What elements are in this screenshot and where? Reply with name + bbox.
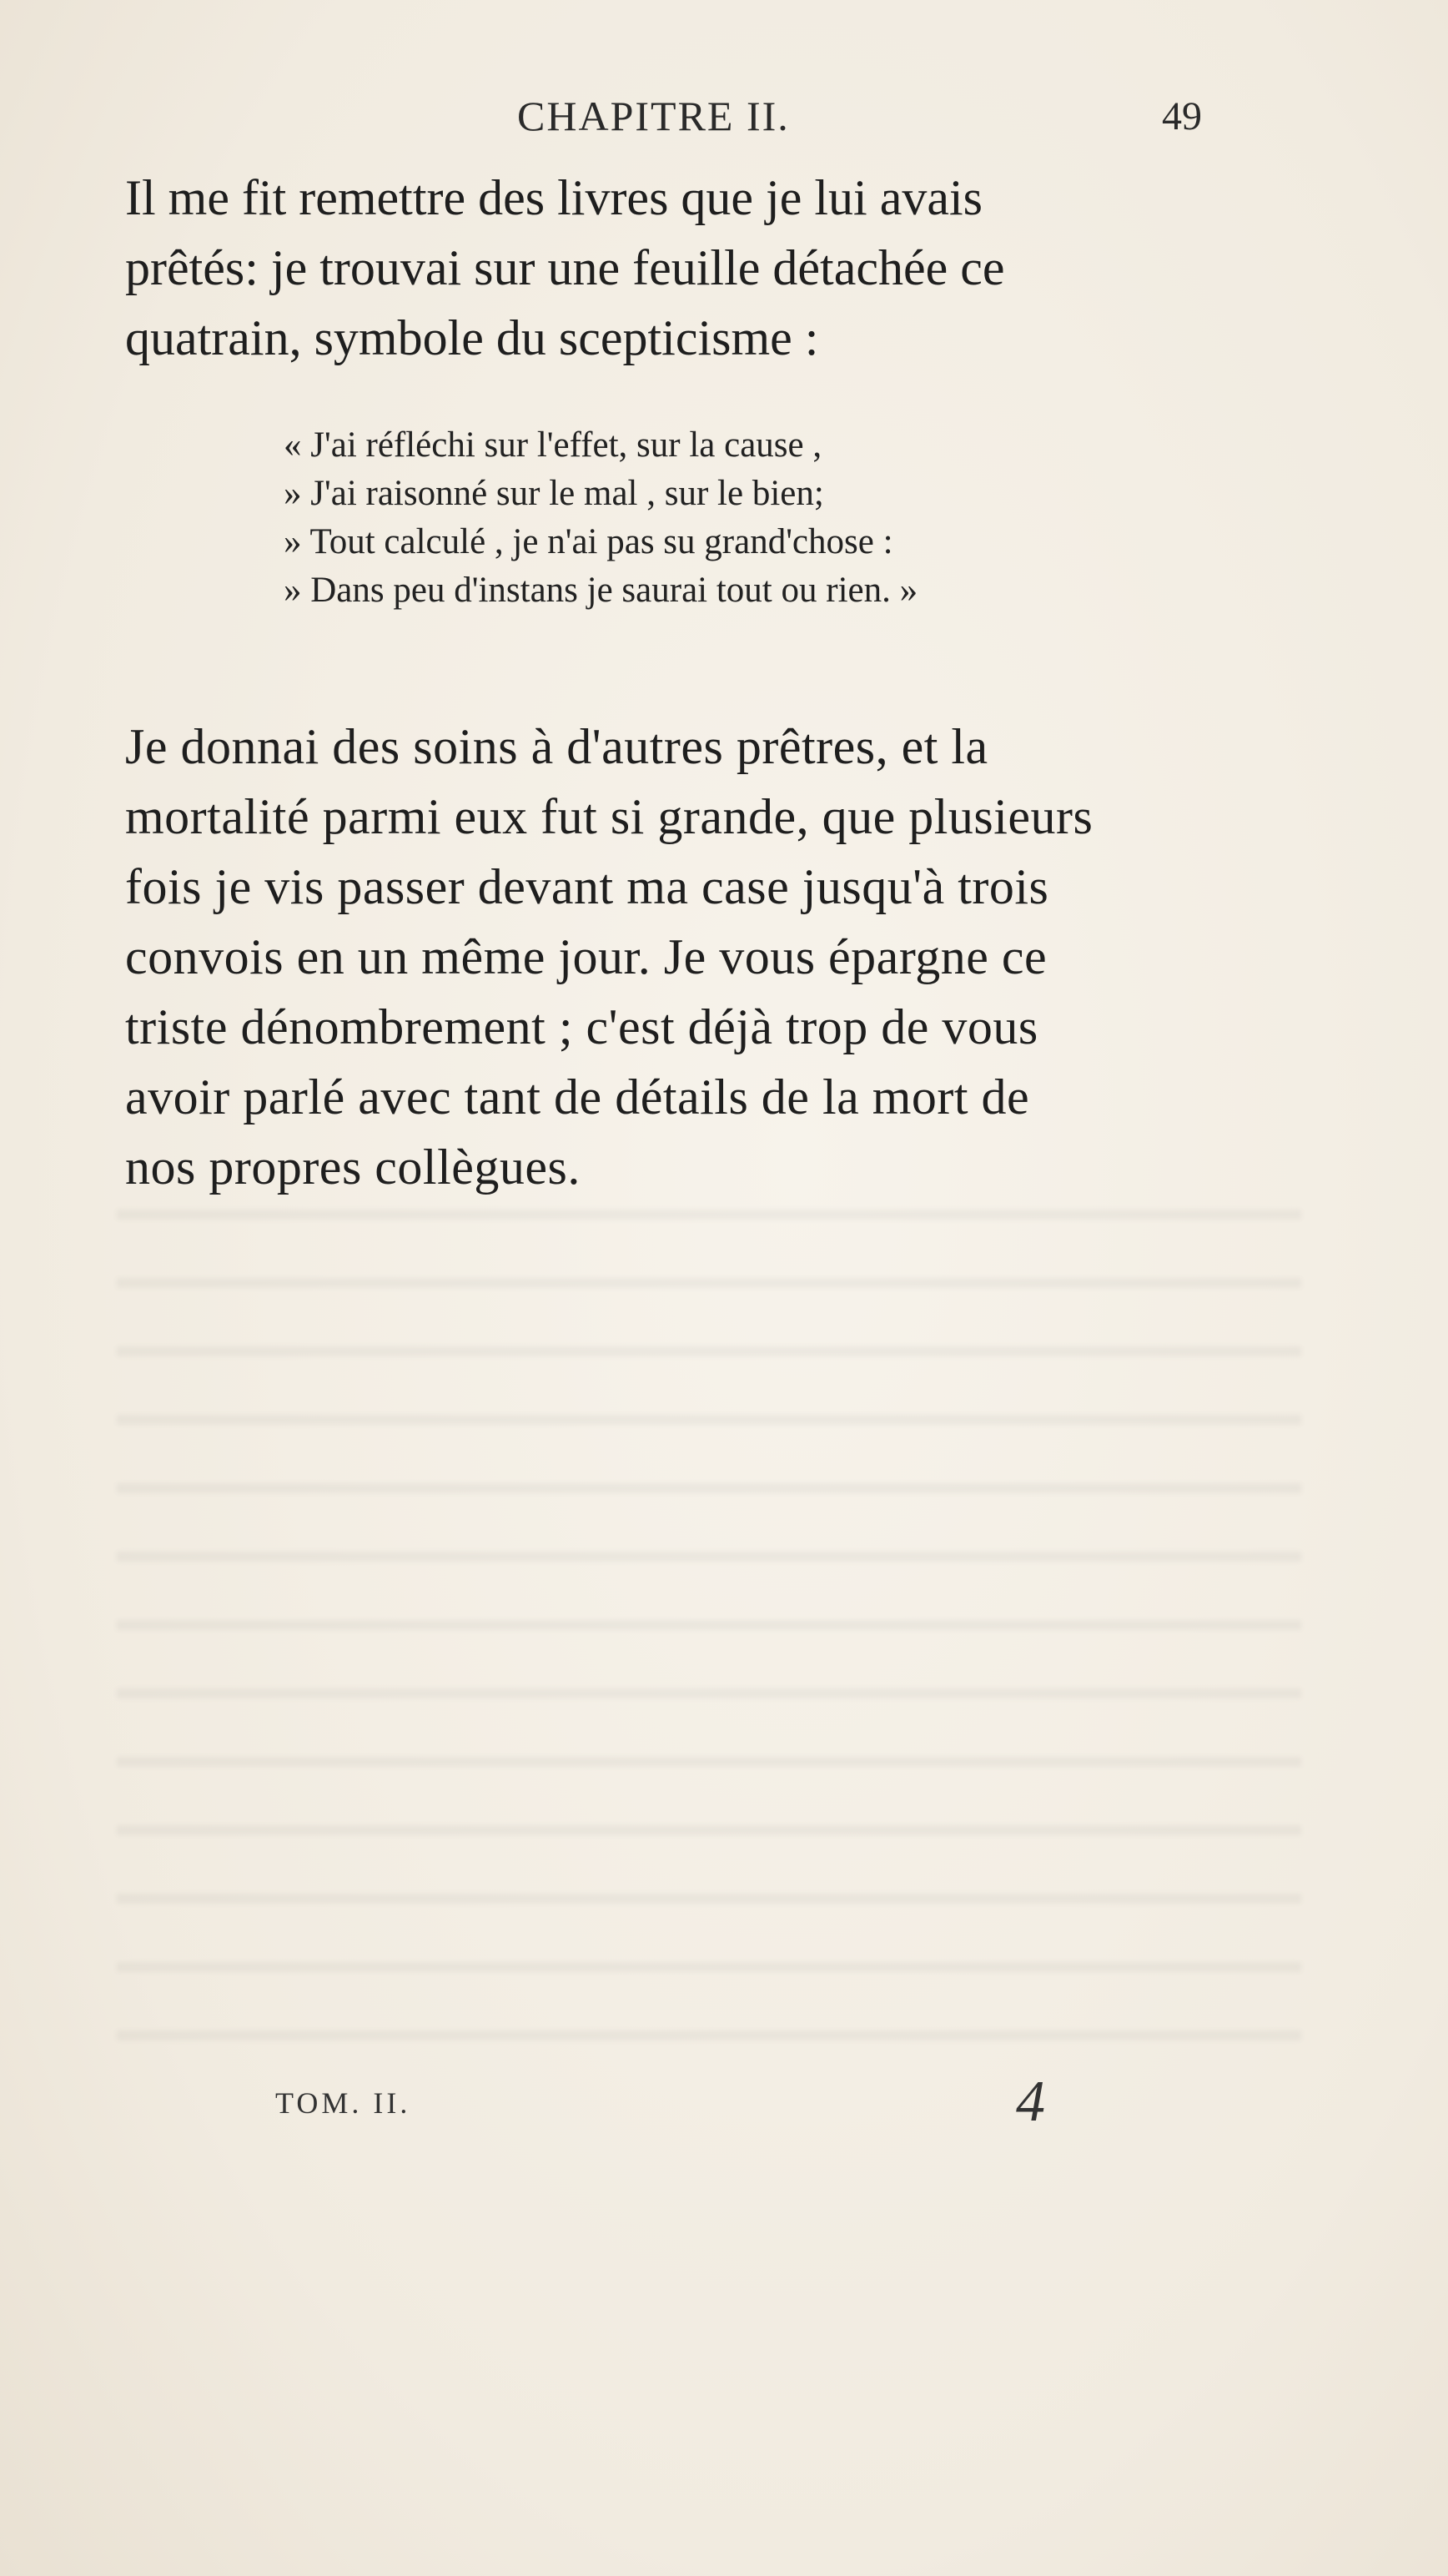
verse-line: » Dans peu d'instans je saurai tout ou rien. » xyxy=(284,571,918,610)
paragraph-line: quatrain, symbole du scepticisme : xyxy=(125,310,819,365)
page-footer xyxy=(0,2069,1448,2169)
running-title: CHAPITRE II. xyxy=(517,93,790,139)
verse-line: » J'ai raisonné sur le mal , sur le bien; xyxy=(284,474,824,513)
verse-line: » Tout calculé , je n'ai pas su grand'chose : xyxy=(284,522,893,561)
paragraph-line: triste dénombrement ; c'est déjà trop de vous xyxy=(125,999,1038,1054)
paragraph-2 xyxy=(125,712,1259,1202)
verse-line: « J'ai réfléchi sur l'effet, sur la cause , xyxy=(284,425,822,465)
show-through-text xyxy=(117,1168,1301,2060)
page-header xyxy=(0,77,1448,143)
paragraph-line: convois en un même jour. Je vous épargne ce xyxy=(125,929,1048,984)
sheet-number: 4 xyxy=(1016,2070,1045,2134)
paragraph-line: Il me fit remettre des livres que je lui avais xyxy=(125,170,983,225)
paragraph-line: nos propres collègues. xyxy=(125,1140,581,1195)
quatrain xyxy=(284,421,1201,615)
page-number: 49 xyxy=(1162,94,1202,138)
paragraph-1 xyxy=(125,163,1259,373)
paragraph-line: avoir parlé avec tant de détails de la mort de xyxy=(125,1069,1030,1124)
paragraph-line: mortalité parmi eux fut si grande, que plusieurs xyxy=(125,789,1094,844)
paragraph-line: fois je vis passer devant ma case jusqu'à trois xyxy=(125,859,1049,914)
paragraph-line: Je donnai des soins à d'autres prêtres, et la xyxy=(125,719,988,774)
paragraph-line: prêtés: je trouvai sur une feuille détachée ce xyxy=(125,240,1005,295)
signature-mark: TOM. II. xyxy=(275,2086,411,2120)
